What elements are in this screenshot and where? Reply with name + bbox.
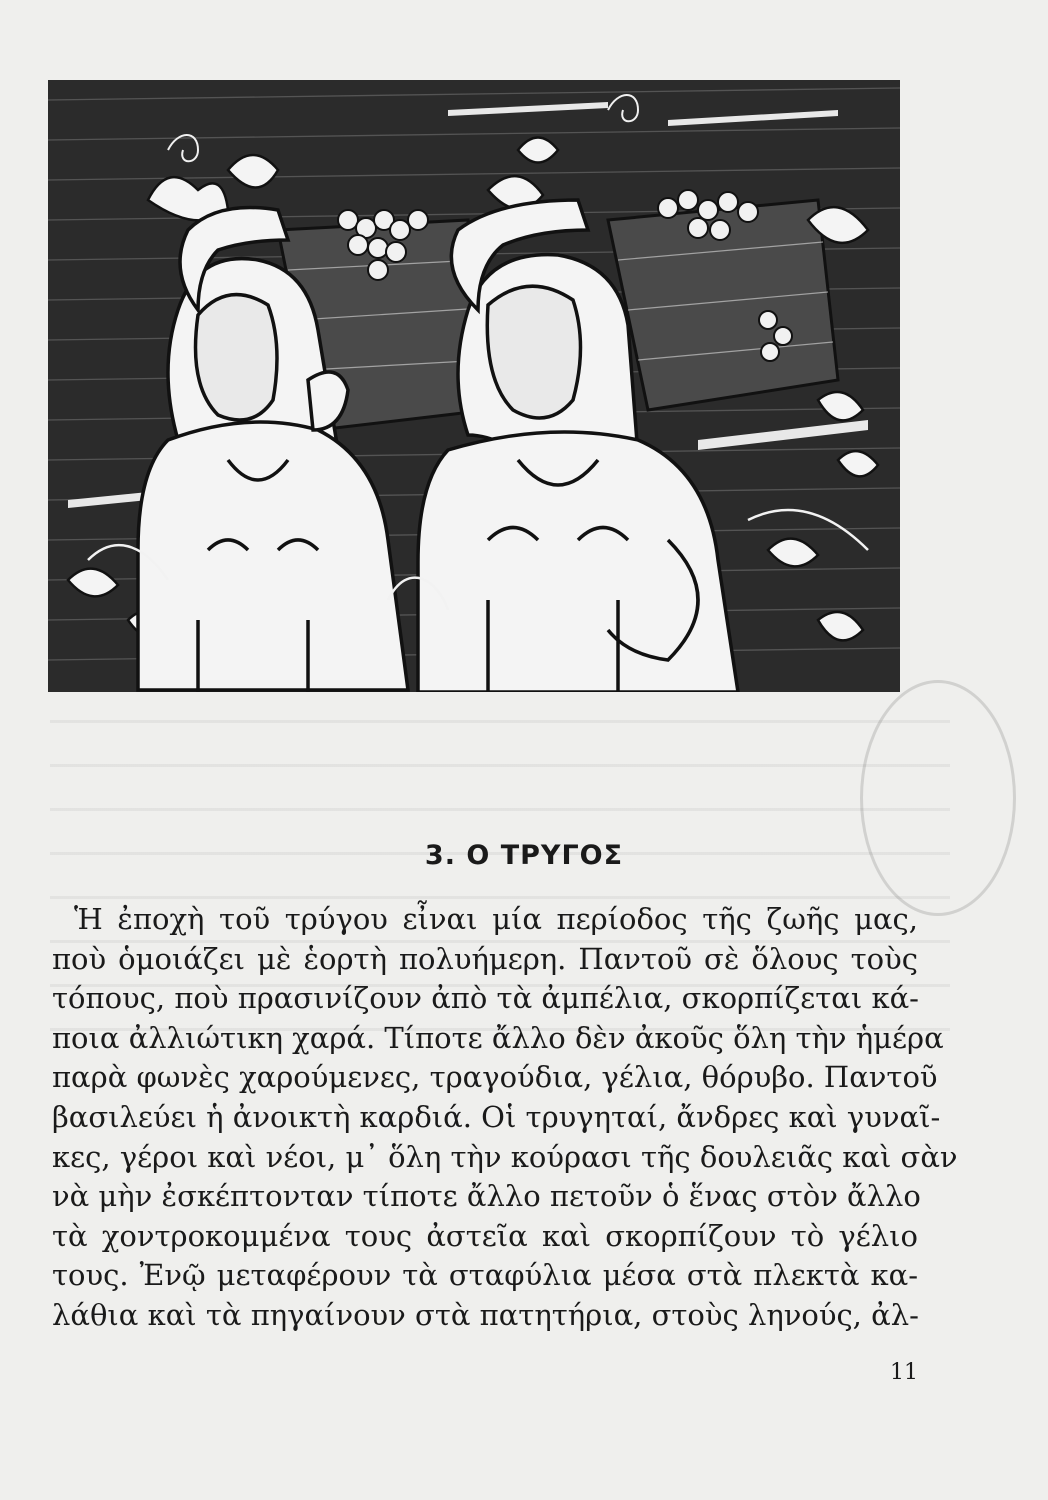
library-stamp	[860, 680, 1016, 916]
text-line: Ἡ ἐποχὴ τοῦ τρύγου εἶναι μία περίοδος τῆς ζωῆς μας,	[74, 902, 918, 936]
text-line: ποια ἀλλιώτικη χαρά. Τίποτε ἄλλο δὲν ἀκοῦς ὅλη τὴν ἡμέρα	[52, 1020, 944, 1055]
text-line: ποὺ ὁμοιάζει μὲ ἑορτὴ πολυήμερη. Παντοῦ σὲ ὅλους τοὺς	[52, 941, 918, 976]
text-line: τὰ χοντροκομμένα τους ἀστεῖα καὶ σκορπίζουν τὸ γέλιο	[52, 1218, 918, 1253]
text-line: κες, γέροι καὶ νέοι, μ᾿ ὅλη τὴν κούρασι τῆς δουλειᾶς καὶ σὰν	[52, 1139, 958, 1174]
body-text	[52, 900, 958, 1336]
grape-harvest-women-illustration-icon	[48, 80, 900, 692]
text-line: παρὰ φωνὲς χαρούμενες, τραγούδια, γέλια, θόρυβο. Παντοῦ	[52, 1060, 938, 1095]
text-line: λάθια καὶ τὰ πηγαίνουν στὰ πατητήρια, στοὺς ληνούς, ἀλ-	[52, 1297, 919, 1332]
page-number: 11	[890, 1360, 918, 1385]
text-line: τους. Ἐνῷ μεταφέρουν τὰ σταφύλια μέσα στὰ πλεκτὰ κα-	[52, 1258, 918, 1293]
grape-harvest-illustration	[48, 80, 900, 692]
chapter-title: 3. Ο ΤΡΥΓΟΣ	[424, 840, 624, 871]
text-line: βασιλεύει ἡ ἀνοικτὴ καρδιά. Οἱ τρυγηταί, ἄνδρες καὶ γυναῖ-	[52, 1099, 941, 1134]
text-line: νὰ μὴν ἐσκέπτονταν τίποτε ἄλλο πετοῦν ὁ ἕνας στὸν ἄλλο	[52, 1179, 921, 1214]
text-line: τόπους, ποὺ πρασινίζουν ἀπὸ τὰ ἀμπέλια, σκορπίζεται κά-	[52, 981, 919, 1016]
